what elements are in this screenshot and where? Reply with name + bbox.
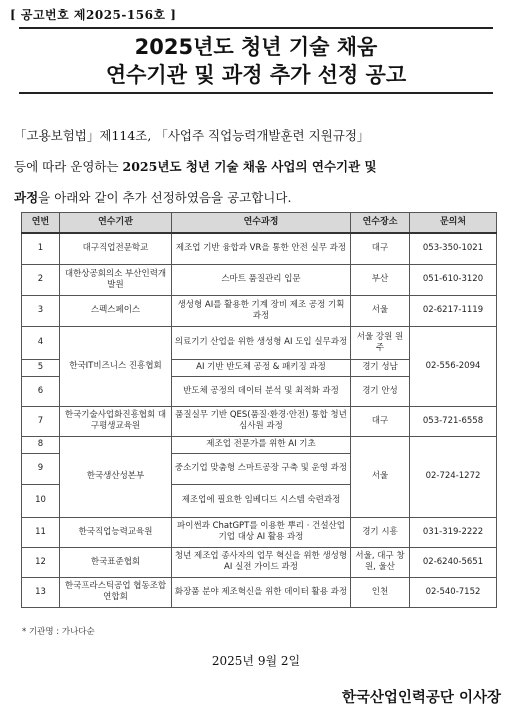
cell-org: 한국생산성본부 <box>60 436 172 517</box>
cell-course: 제조업 전문가를 위한 AI 기초 <box>172 436 351 453</box>
cell-course: AI 기반 반도체 공정 & 패키징 과정 <box>172 359 351 376</box>
cell-no: 9 <box>22 453 60 484</box>
cell-course: 청년 제조업 종사자의 업무 혁신을 위한 생성형 AI 실전 가이드 과정 <box>172 547 351 577</box>
cell-place: 서울 <box>351 436 410 517</box>
cell-place: 서울 강원 원주 <box>351 326 410 359</box>
cell-phone: 053-350-1021 <box>410 233 497 264</box>
cell-course: 품질실무 기반 QES(품질·환경·안전) 통합 청년 심사원 과정 <box>172 406 351 436</box>
cell-place: 경기 시흥 <box>351 517 410 547</box>
intro-line1: 「고용보험법」제114조, 「사업주 직업능력개발훈련 지원규정」 <box>14 128 370 143</box>
cell-no: 1 <box>22 233 60 264</box>
intro-line2-plain: 등에 따라 운영하는 <box>14 159 123 174</box>
cell-course: 의료기기 산업을 위한 생성형 AI 도입 실무과정 <box>172 326 351 359</box>
cell-no: 4 <box>22 326 60 359</box>
intro-line2 <box>14 151 502 182</box>
table-row <box>22 326 497 359</box>
intro-line3 <box>14 182 502 213</box>
table-row <box>22 436 497 453</box>
cell-no: 10 <box>22 484 60 517</box>
intro-paragraph <box>14 120 502 213</box>
cell-course: 생성형 AI를 활용한 기계 장비 제조 공정 기획 과정 <box>172 295 351 326</box>
cell-phone: 02-556-2094 <box>410 326 497 406</box>
table-row <box>22 264 497 295</box>
cell-phone: 053-721-6558 <box>410 406 497 436</box>
header-course: 연수과정 <box>172 213 351 234</box>
page-title-line1: 2025년도 청년 기술 채움 <box>134 34 378 59</box>
page-title-line2: 연수기관 및 과정 추가 선정 공고 <box>105 62 407 87</box>
cell-place: 대구 <box>351 406 410 436</box>
footnote: * 기관명 : 가나다순 <box>22 627 95 637</box>
cell-course: 제조업에 필요한 임베디드 시스템 숙련과정 <box>172 484 351 517</box>
cell-phone: 031-319-2222 <box>410 517 497 547</box>
cell-org: 한국기술사업화진흥협회 대구평생교육원 <box>60 406 172 436</box>
cell-phone: 02-724-1272 <box>410 436 497 517</box>
cell-no: 3 <box>22 295 60 326</box>
cell-phone: 02-6240-5651 <box>410 547 497 577</box>
cell-no: 5 <box>22 359 60 376</box>
cell-org: 스펙스페이스 <box>60 295 172 326</box>
cell-org: 대구직업전문학교 <box>60 233 172 264</box>
cell-phone: 02-540-7152 <box>410 577 497 607</box>
notice-date: 2025년 9월 2일 <box>211 654 301 668</box>
cell-org: 한국표준협회 <box>60 547 172 577</box>
table-row <box>22 406 497 436</box>
table-row <box>22 577 497 607</box>
header-place: 연수장소 <box>351 213 410 234</box>
notice-number: [ 공고번호 제2025-156호 ] <box>10 8 177 22</box>
cell-course: 파이썬과 ChatGPT를 이용한 뿌리 · 건설산업 기업 대상 AI 활용 과정 <box>172 517 351 547</box>
cell-no: 6 <box>22 376 60 406</box>
cell-place: 부산 <box>351 264 410 295</box>
header-phone: 문의처 <box>410 213 497 234</box>
table-header-row <box>22 213 497 234</box>
cell-no: 12 <box>22 547 60 577</box>
cell-org: 대한상공회의소 부산인력개발원 <box>60 264 172 295</box>
intro-line3-plain: 을 아래와 같이 추가 선정하였음을 공고합니다. <box>38 190 292 205</box>
cell-org: 한국직업능력교육원 <box>60 517 172 547</box>
cell-course: 스마트 품질관리 입문 <box>172 264 351 295</box>
cell-phone: 02-6217-1119 <box>410 295 497 326</box>
cell-no: 13 <box>22 577 60 607</box>
cell-place: 인천 <box>351 577 410 607</box>
cell-no: 8 <box>22 436 60 453</box>
title-box <box>19 27 493 94</box>
header-org: 연수기관 <box>60 213 172 234</box>
intro-line2-bold: 2025년도 청년 기술 채움 사업의 연수기관 및 <box>122 159 377 174</box>
table-row <box>22 547 497 577</box>
header-no: 연번 <box>22 213 60 234</box>
cell-place: 경기 안성 <box>351 376 410 406</box>
cell-no: 7 <box>22 406 60 436</box>
cell-place: 서울, 대구 창원, 울산 <box>351 547 410 577</box>
cell-place: 대구 <box>351 233 410 264</box>
cell-course: 제조업 기반 융합과 VR을 통한 안전 실무 과정 <box>172 233 351 264</box>
cell-course: 중소기업 맞춤형 스마트공장 구축 및 운영 과정 <box>172 453 351 484</box>
cell-no: 11 <box>22 517 60 547</box>
table-row <box>22 517 497 547</box>
table-row <box>22 233 497 264</box>
cell-org: 한국프라스틱공업 협동조합연합회 <box>60 577 172 607</box>
table-row <box>22 295 497 326</box>
cell-no: 2 <box>22 264 60 295</box>
cell-course: 반도체 공정의 데이터 분석 및 최적화 과정 <box>172 376 351 406</box>
cell-place: 서울 <box>351 295 410 326</box>
course-table <box>21 212 497 608</box>
cell-org: 한국IT비즈니스 진흥협회 <box>60 326 172 406</box>
intro-line3-bold: 과정 <box>14 190 39 205</box>
cell-course: 화장품 분야 제조혁신을 위한 데이터 활용 과정 <box>172 577 351 607</box>
cell-phone: 051-610-3120 <box>410 264 497 295</box>
cell-place: 경기 성남 <box>351 359 410 376</box>
issuer-name: 한국산업인력공단 이사장 <box>341 689 501 706</box>
